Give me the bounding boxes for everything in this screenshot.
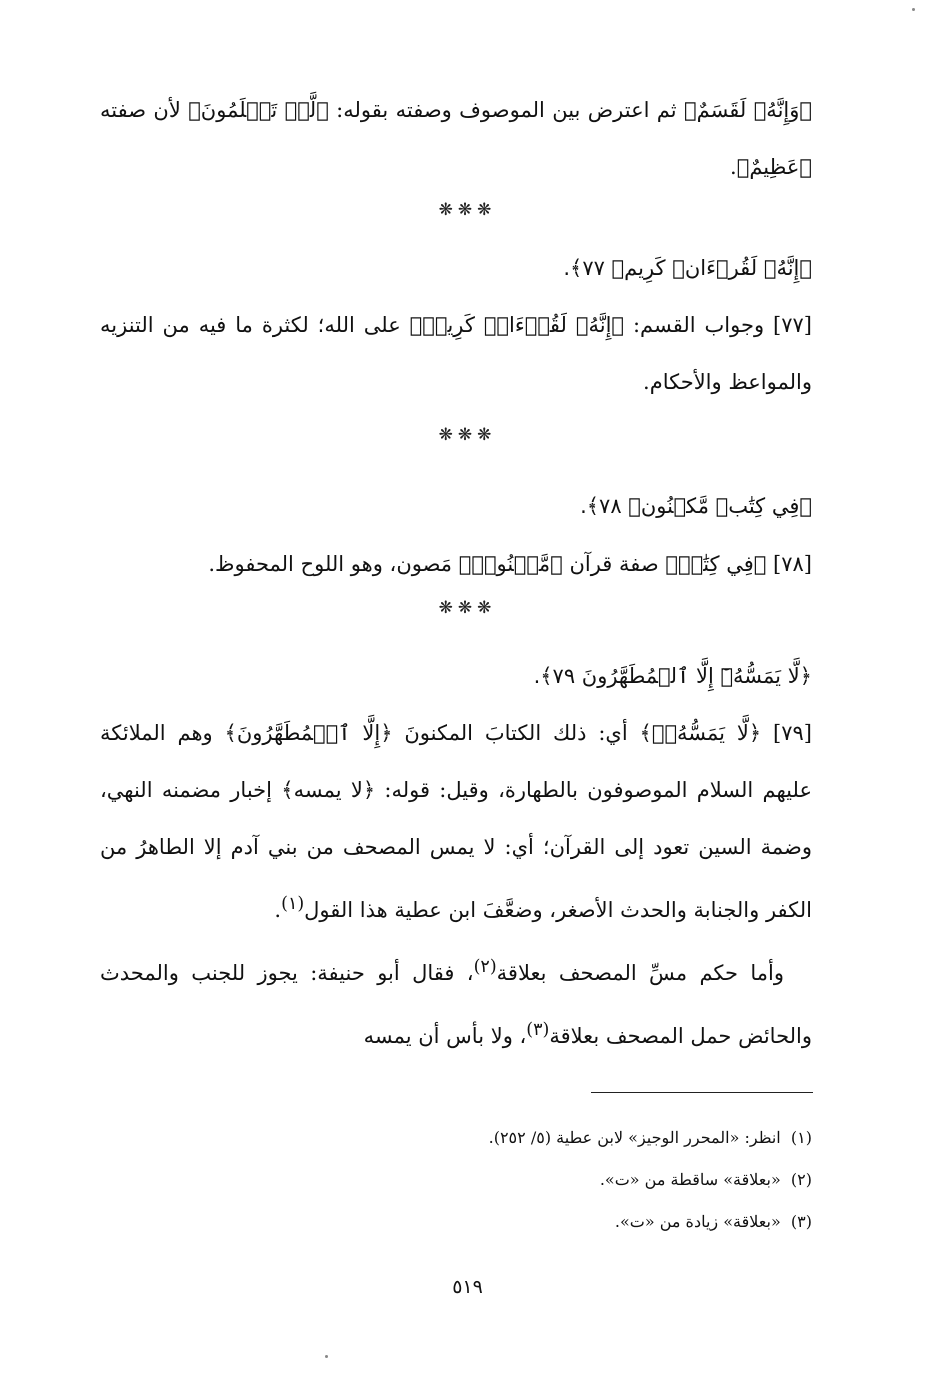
footnote-ref-2: (٢) — [473, 957, 497, 977]
main-text-block-3 — [100, 478, 812, 535]
paragraph-80-part-b: ، فقال أبو حنيفة: يجوز للجنب والمحدث والحائض حمل المصحف بعلاقة — [100, 961, 812, 1048]
footnote-number: (٢) — [790, 1170, 812, 1189]
scan-speck — [912, 8, 915, 11]
footnote-ref-3: (٣) — [526, 1020, 550, 1040]
paragraph-80 — [100, 939, 812, 1065]
paragraph-79 — [100, 705, 812, 939]
section-separator-3: ❋❋❋ — [438, 598, 497, 618]
footnote-number: (٣) — [790, 1212, 812, 1231]
paragraph-80-part-a: وأما حكم مسِّ المصحف بعلاقة — [496, 961, 784, 985]
paragraph-77: [٧٧] وجواب القسم: ﴿إِنَّهُۥ لَقُرۡءَانٞ كَرِيمٞ﴾ على الله؛ لكثرة ما فيه من التنزيه والمواعظ والأحكام. — [100, 313, 812, 394]
ayah-79: ﴿لَّا يَمَسُّهُۥٓ إِلَّا ٱلۡمُطَهَّرُونَ ٧٩﴾. — [533, 664, 812, 688]
footnote-text: «بعلاقة» زيادة من «ت». — [614, 1212, 781, 1231]
paragraph-80-part-c: ، ولا بأس أن يمسه — [363, 1024, 527, 1048]
ayah-78: ﴿فِي كِتَٰبٖ مَّكۡنُونٖ ٧٨﴾. — [580, 494, 812, 518]
main-text-block-2 — [100, 240, 812, 411]
section-separator-2: ❋❋❋ — [438, 425, 497, 445]
footnote-1 — [100, 1126, 812, 1150]
footnote-divider — [591, 1092, 813, 1093]
footnote-2 — [100, 1168, 812, 1192]
ayah-77: ﴿إِنَّهُۥ لَقُرۡءَانٞ كَرِيمٞ ٧٧﴾. — [563, 256, 812, 280]
main-text-block-5 — [100, 648, 812, 1065]
paragraph-79-end: . — [274, 898, 282, 922]
main-text-block-4 — [100, 536, 812, 593]
paragraph-79-text: [٧٩] ﴿لَّا يَمَسُّهُۥٓ﴾ أي: ذلك الكتابَ المكنونَ ﴿إِلَّا ٱلۡمُطَهَّرُونَ﴾ وهم الملائكة عليهم السلام الموصوفون بالطهارة، وقيل: قوله: ﴿لا يمسه﴾ إخبار مضمنه النهي، وضمة السين تعود إلى القرآن؛ أي: لا يمس المصحف من بني آدم إلا الطاهرُ من الكفر والجنابة والحدث الأصغر، وضعَّفَ ابن عطية هذا القول — [100, 721, 812, 922]
footnote-ref-1: (١) — [281, 894, 305, 914]
section-separator-1: ❋❋❋ — [438, 200, 497, 220]
scan-speck — [325, 1355, 328, 1358]
footnote-number: (١) — [790, 1128, 812, 1147]
page-number: ٥١٩ — [452, 1276, 483, 1298]
paragraph-78: [٧٨] ﴿فِي كِتَٰبٖ﴾ صفة قرآن ﴿مَّكۡنُونٖ﴾ مَصون، وهو اللوح المحفوظ. — [208, 552, 812, 576]
footnote-text: «بعلاقة» ساقطة من «ت». — [599, 1170, 781, 1189]
footnote-3 — [100, 1210, 812, 1234]
main-text-block-1 — [100, 82, 812, 196]
paragraph-intro: ﴿وَإِنَّهُۥ لَقَسَمٌ﴾ ثم اعترض بين الموصوف وصفته بقوله: ﴿لَّوۡ تَعۡلَمُونَ﴾ لأن صفته ﴿عَظِيمٌ﴾. — [100, 98, 812, 179]
footnote-text: انظر: «المحرر الوجيز» لابن عطية (٥/ ٢٥٢). — [488, 1128, 781, 1147]
